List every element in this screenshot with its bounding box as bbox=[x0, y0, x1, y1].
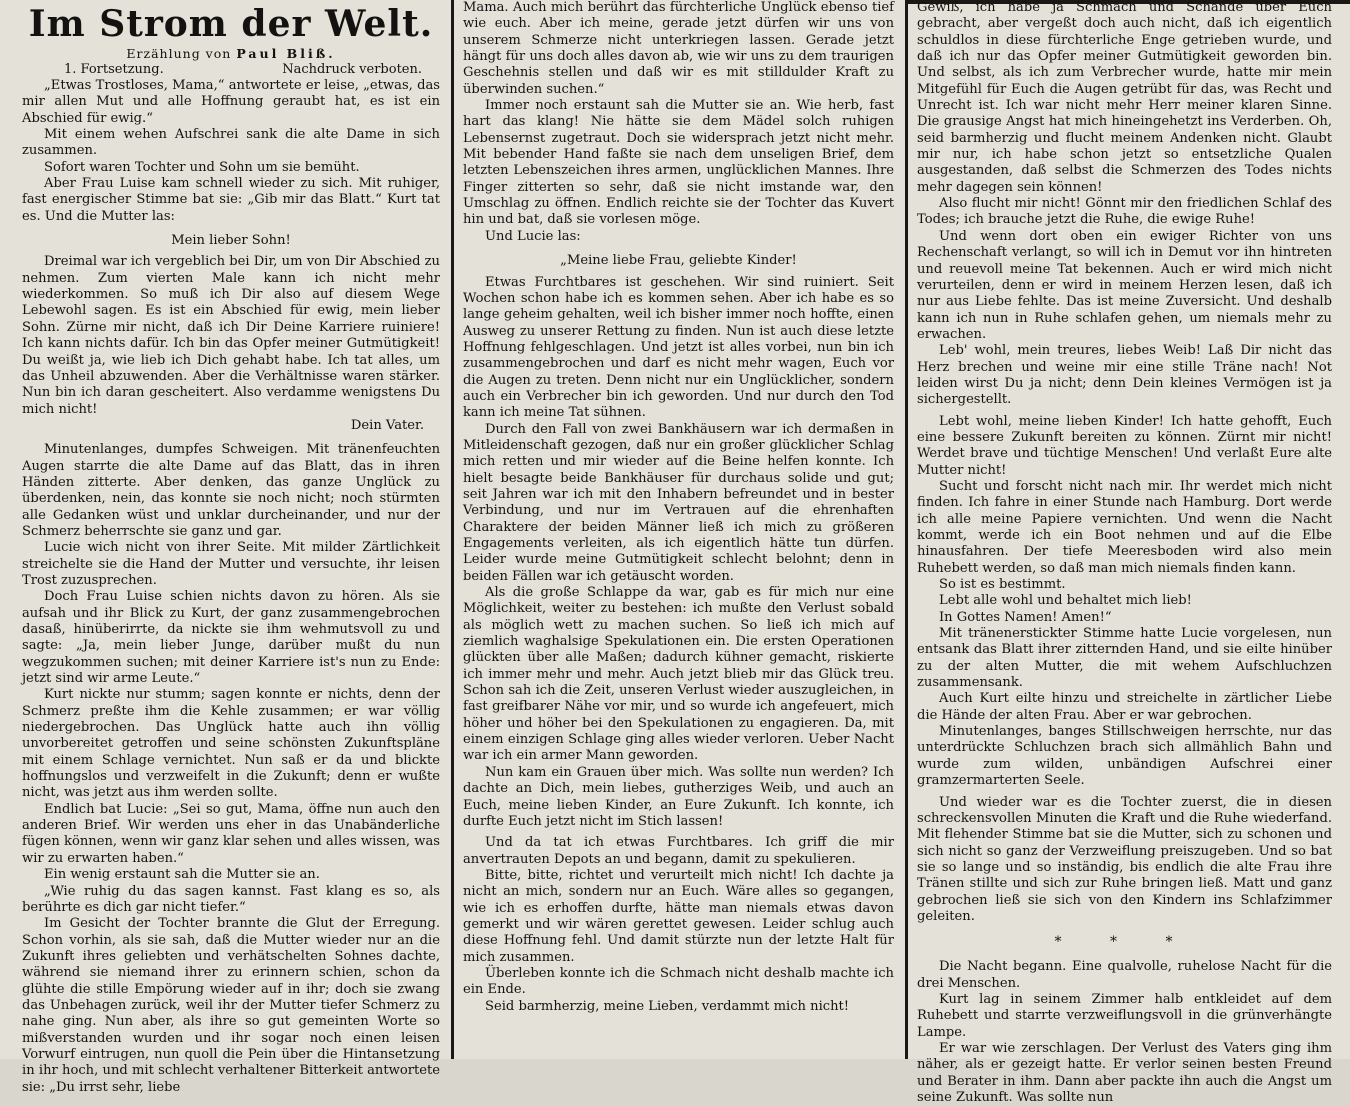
column-rule bbox=[451, 0, 454, 1059]
paragraph: Endlich bat Lucie: „Sei so gut, Mama, öffne nun auch den anderen Brief. Wir werden uns eher in das Unabänderliche fügen können, wenn wir ganz klar sehen und alles wissen, was wir zu erwarten haben.“ bbox=[22, 801, 440, 866]
paragraph: Minutenlanges, banges Stillschweigen herrschte, nur das unterdrückte Schluchzen brach sich allmählich Bahn und wurde zum wilden, unbändigen Aufschrei einer gramzermarterten Seele. bbox=[917, 724, 1332, 789]
letter-body: Dreimal war ich vergeblich bei Dir, um von Dir Abschied zu nehmen. Zum vierten Male kann ich nicht mehr wiederkommen. So muß ich Dir also auf diesem Wege Lebewohl sagen. Es ist ein Abschied für ewig, mein lieber Sohn. Zürne mir nicht, daß ich Dir Deine Karriere ruiniere! Ich kann nichts dafür. Ich bin das Opfer meiner Gutmütigkeit! Du weißt ja, wie lieb ich Dich gehabt habe. Ich tat alles, um das Unheil abzuwenden. Aber die Verhältnisse waren stärker. Nun bin ich daran gescheitert. Also verdamme wenigstens Du mich nicht! bbox=[22, 254, 440, 417]
article-title: Im Strom der Welt. bbox=[28, 3, 434, 45]
paragraph: Mit tränenerstickter Stimme hatte Lucie vorgelesen, nun entsank das Blatt ihrer zitternden Hand, und sie eilte hinüber zu der alten Mutter, die mit wehem Aufschluchzen zusammensank. bbox=[917, 626, 1332, 691]
article-meta bbox=[22, 62, 440, 78]
paragraph: Aber Frau Luise kam schnell wieder zu sich. Mit ruhiger, fast energischer Stimme bat sie: „Gib mir das Blatt.“ Kurt tat es. Und die Mutter las: bbox=[22, 176, 440, 224]
letter-closing: Lebt alle wohl und behaltet mich lieb! bbox=[939, 593, 1192, 609]
section-separator: * * * bbox=[1054, 934, 1195, 951]
paragraph: Lucie wich nicht von ihrer Seite. Mit milder Zärtlichkeit streichelte sie die Hand der Mutter und versuchte, ihr leisen Trost zuzusprechen. bbox=[22, 540, 440, 588]
column-1 bbox=[22, 0, 440, 1095]
byline-prefix: Erzählung von bbox=[126, 46, 232, 61]
paragraph: Ein wenig erstaunt sah die Mutter sie an. bbox=[44, 867, 320, 883]
paragraph: Im Gesicht der Tochter brannte die Glut der Erregung. Schon vorhin, als sie sah, daß die Mutter wieder nur an die Zukunft ihres geliebten und verhätschelten Sohnes dachte, während sie niemand ihrer zu erinnern schien, schon da glühte die stille Empörung wieder auf in ihr; doch sie zwang das Unbehagen zurück, weil ihr der Mutter tiefer Schmerz zu nahe ging. Nun aber, als ihre so gut gemeinten Worte so mißverstanden wurden und ihr sogar noch einen leisen Vorwurf eintrugen, nun quoll die Pein über die Hintansetzung in ihr hoch, und mit schlecht verhaltener Bitterkeit antwortete sie: „Du irrst sehr, liebe bbox=[22, 916, 440, 1095]
paragraph: Mit einem wehen Aufschrei sank die alte Dame in sich zusammen. bbox=[22, 127, 440, 159]
column-rule bbox=[905, 0, 908, 1059]
letter-closing: In Gottes Namen! Amen!“ bbox=[939, 609, 1112, 625]
letter-body: Sucht und forscht nicht nach mir. Ihr werdet mich nicht finden. Ich fahre in einer Stunde nach Hamburg. Dort werde ich alle meine Papiere vernichten. Und wenn die Nacht kommt, werde ich ein Boot nehmen und auf die Elbe hinausfahren. Der tiefe Meeresboden wird also mein Ruhebett werden, so daß man mich niemals finden kann. bbox=[917, 478, 1332, 576]
paragraph: Sofort waren Tochter und Sohn um sie bemüht. bbox=[44, 159, 360, 175]
paragraph: Und Lucie las: bbox=[485, 228, 581, 244]
letter-body: Lebt wohl, meine lieben Kinder! Ich hatte gehofft, Euch eine bessere Zukunft bereiten zu können. Zürnt mir nicht! Werdet brave und tüchtige Menschen! Und verlaßt Eure alte Mutter nicht! bbox=[917, 413, 1332, 478]
letter-body: Und da tat ich etwas Furchtbares. Ich griff die mir anvertrauten Depots an und begann, damit zu spekulieren. bbox=[463, 835, 894, 867]
author-name: Paul Bliß. bbox=[236, 46, 336, 61]
letter-body: Durch den Fall von zwei Bankhäusern war ich dermaßen in Mitleidenschaft gezogen, daß nur ein großer glücklicher Schlag mich retten und mir wieder auf die Beine helfen konnte. Ich hielt besagte beide Bankhäuser für durchaus solide und gut; seit Jahren war ich mit den Inhabern befreundet und in bester Verbindung, und nur im Vertrauen auf die ehrenhaften Charaktere der beiden Männer ließ ich mich zu größeren Engagements verleiten, als ich eigentlich hätte tun dürfen. Leider wurde meine Gutmütigkeit schlecht belohnt; denn in beiden Fällen war ich getäuscht worden. bbox=[463, 421, 894, 584]
letter-salutation: Mein lieber Sohn! bbox=[171, 233, 291, 249]
letter-body: Leb' wohl, mein treures, liebes Weib! Laß Dir nicht das Herz brechen und weine mir eine stille Träne nach! Not leiden wirst Du ja nicht; denn Dein kleines Vermögen ist ja sichergestellt. bbox=[917, 343, 1332, 408]
letter-body: Etwas Furchtbares ist geschehen. Wir sind ruiniert. Seit Wochen schon habe ich es kommen sehen. Aber ich habe es so lange geheim gehalten, weil ich bisher immer noch hoffte, einen Ausweg zu unserer Rettung zu finden. Nun ist auch diese letzte Hoffnung fehlgeschlagen. Und jetzt ist alles vorbei, nun bin ich zusammengebrochen und darf es nicht mehr wagen, Euch vor die Augen zu treten. Denn nicht nur ein Unglücklicher, sondern auch ein Verbrecher bin ich geworden. Und nur durch den Tod kann ich meine Tat sühnen. bbox=[463, 274, 894, 421]
letter-salutation: „Meine liebe Frau, geliebte Kinder! bbox=[560, 253, 797, 269]
paragraph: Er war wie zerschlagen. Der Verlust des Vaters ging ihm näher, als er gezeigt hatte. Er verlor seinen besten Freund und Berater in ihm. Dann aber packte ihn auch die Angst um seine Zukunft. Was sollte nun bbox=[917, 1040, 1332, 1105]
letter-closing: So ist es bestimmt. bbox=[939, 577, 1066, 593]
paragraph: Und wieder war es die Tochter zuerst, die in diesen schreckensvollen Minuten die Kraft und die Ruhe wiederfand. Mit flehender Stimme bat sie die Mutter, sich zu schonen und sich nicht so ganz der Verzweiflung preiszugeben. Und so bat sie so lange und so inständig, bis endlich die alte Frau ihre Tränen stillte und sich zur Ruhe bringen ließ. Matt und ganz gebrochen ließ sie sich von den Kindern ins Schlafzimmer geleiten. bbox=[917, 794, 1332, 924]
letter-body: Als die große Schlappe da war, gab es für mich nur eine Möglichkeit, weiter zu bestehen: ich mußte den Verlust sobald als möglich wett zu machen suchen. So ließ ich mich auf ziemlich waghalsige Spekulationen ein. Die ersten Operationen glückten über alle Maßen; dadurch kühner gemacht, riskierte ich immer mehr und mehr. Auch jetzt blieb mir das Glück treu. Schon sah ich die Zeit, unseren Verlust wieder auszugleichen, in fast greifbarer Nähe vor mir, und so wurde ich angefeuert, mich höher und höher bei den Spekulationen zu engagieren. Da, mit einem einzigen Schlage ging alles wieder verloren. Ueber Nacht war ich ein armer Mann geworden. bbox=[463, 585, 894, 764]
letter-body: Überleben konnte ich die Schmach nicht deshalb machte ich ein Ende. bbox=[463, 965, 894, 998]
paragraph: Auch Kurt eilte hinzu und streichelte in zärtlicher Liebe die Hände der alten Frau. Aber er war gebrochen. bbox=[917, 691, 1332, 723]
paragraph: Immer noch erstaunt sah die Mutter sie an. Wie herb, fast hart das klang! Nie hätte sie dem Mädel solch ruhigen Lebensernst zugetraut. Doch sie widersprach jetzt nicht mehr. Mit bebender Hand faßte sie nach dem unseligen Brief, dem letzten Lebenszeichen ihres armen, unglücklichen Mannes. Ihre Finger zitterten so sehr, daß sie nicht imstande war, den Umschlag zu öffnen. Endlich reichte sie der Tochter das Kuvert hin und bat, daß sie vorlesen möge. bbox=[463, 98, 894, 228]
paragraph: Doch Frau Luise schien nichts davon zu hören. Als sie aufsah und ihr Blick zu Kurt, der ganz zusammengebrochen dasaß, hinüberirrte, da nickte sie ihm wehmutsvoll zu und sagte: „Ja, mein lieber Junge, darüber mußt du nun wegzukommen suchen; mit deiner Karriere ist's nun zu Ende: jetzt sind wir arme Leute.“ bbox=[22, 589, 440, 687]
letter-body: Und wenn dort oben ein ewiger Richter von uns Rechenschaft verlangt, so will ich in Demut vor ihn hintreten und reuevoll meine Tat bekennen. Auch er wird mich nicht verurteilen, denn er wird in meinem Herzen lesen, daß ich nur aus Liebe fehlte. Das ist meine Zuversicht. Und deshalb kann ich nun in Ruhe schlafen gehen, um niemals mehr zu erwachen. bbox=[917, 228, 1332, 342]
letter-body: Nun kam ein Grauen über mich. Was sollte nun werden? Ich dachte an Dich, mein liebes, gutherziges Weib, und auch an Euch, meine lieben Kinder, an Eure Zukunft. Ich konnte, ich durfte Euch jetzt nicht im Stich lassen! bbox=[463, 764, 894, 829]
paragraph: Die Nacht begann. Eine qualvolle, ruhelose Nacht für die drei Menschen. bbox=[917, 959, 1332, 991]
paragraph: „Etwas Trostloses, Mama,“ antwortete er leise, „etwas, das mir allen Mut und alle Hoffnung geraubt hat, es ist ein Abschied für ewig.“ bbox=[22, 78, 440, 126]
paragraph: Mama. Auch mich berührt das fürchterliche Unglück ebenso tief wie euch. Aber ich meine, gerade jetzt dürfen wir uns von unserem Schmerze nicht unterkriegen lassen. Gerade jetzt hängt für uns doch alles davon ab, wie wir uns zu dem traurigen Geschehnis stellen und daß wir es mit stilldulder Kraft zu überwinden suchen.“ bbox=[463, 0, 894, 97]
reprint-notice: Nachdruck verboten. bbox=[282, 62, 422, 77]
letter-body: Bitte, bitte, richtet und verurteilt mich nicht! Ich dachte ja nicht an mich, sondern nur an Euch. Wäre alles so gegangen, wie ich es erhoffen durfte, hätte man niemals etwas davon gemerkt und wir wären gerettet gewesen. Leider schlug auch diese Hoffnung fehl. Und damit stürzte nun der letzte Halt für mich zusammen. bbox=[463, 867, 894, 965]
paragraph: Minutenlanges, dumpfes Schweigen. Mit tränenfeuchten Augen starrte die alte Dame auf das Blatt, das in ihren Händen zitterte. Aber denken, das ganze Unglück zu überdenken, nein, das konnte sie noch nicht; noch stürmten alle Gedanken wüst und unklar durcheinander, und nur der Schmerz beherrschte sie ganz und gar. bbox=[22, 442, 440, 539]
installment-label: 1. Fortsetzung. bbox=[64, 62, 164, 77]
letter-body: Also flucht mir nicht! Gönnt mir den friedlichen Schlaf des Todes; ich brauche jetzt die Ruhe, die ewige Ruhe! bbox=[917, 196, 1332, 228]
column-2 bbox=[463, 0, 894, 1059]
paragraph: „Wie ruhig du das sagen kannst. Fast klang es so, als berührte es dich gar nicht tiefer.“ bbox=[22, 883, 440, 915]
letter-body: Gewiß, ich habe ja Schmach und Schande über Euch gebracht, aber vergeßt doch auch nicht, daß ich eigentlich schuldlos in diese fürchterliche Enge getrieben wurde, und daß ich nur das Opfer meiner Gutmütigkeit geworden bin. Und selbst, als ich zum Verbrecher wurde, hatte mir mein Mitgefühl für Euch die Augen getrübt für das, was Recht und Unrecht ist. Ich war nicht mehr Herr meiner klaren Sinne. Die grausige Angst hat mich hineingehetzt ins Verderben. Oh, seid barmherzig und flucht meinem Andenken nicht. Glaubt mir nur, ich habe schon jetzt so entsetzliche Qualen ausgestanden, daß selbst die Schmerzen des Todes nichts mehr dagegen sein können! bbox=[917, 0, 1332, 195]
byline bbox=[22, 46, 440, 62]
column-3 bbox=[917, 0, 1332, 1105]
letter-signature: Dein Vater. bbox=[350, 417, 424, 433]
paragraph: Kurt lag in seinem Zimmer halb entkleidet auf dem Ruhebett und starrte verzweiflungsvoll in die grünverhängte Lampe. bbox=[917, 991, 1332, 1040]
paragraph: Kurt nickte nur stumm; sagen konnte er nichts, denn der Schmerz preßte ihm die Kehle zusammen; er war völlig niedergebrochen. Das Unglück hatte auch ihn völlig unvorbereitet getroffen und seine schönsten Zukunftspläne mit einem Schlage vernichtet. Nun saß er da und blickte hoffnungslos und verzweifelt in die Zukunft; denn er wußte nicht, was jetzt aus ihm werden sollte. bbox=[22, 687, 440, 801]
letter-body: Seid barmherzig, meine Lieben, verdammt mich nicht! bbox=[485, 998, 850, 1014]
